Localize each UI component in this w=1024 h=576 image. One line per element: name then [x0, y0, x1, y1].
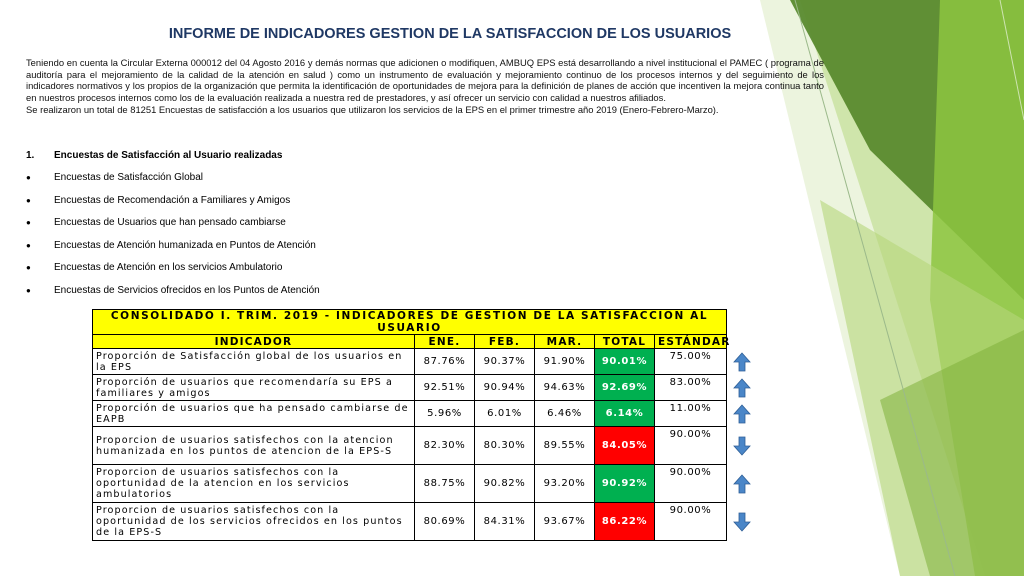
header-indicador: INDICADOR — [93, 335, 415, 349]
header-feb: FEB. — [475, 335, 535, 349]
value-mar: 93.67% — [535, 503, 595, 541]
value-ene: 80.69% — [415, 503, 475, 541]
indicator-name: Proporcion de usuarios satisfechos con la oportunidad de la atencion en los servicios ambulatorios — [93, 465, 415, 503]
list-item — [26, 195, 320, 218]
trend-arrow-icon — [727, 503, 757, 541]
value-total: 84.05% — [595, 427, 655, 465]
list-item-text: Encuestas de Usuarios que han pensado cambiarse — [54, 217, 286, 228]
value-estandar: 83.00% — [655, 375, 727, 401]
value-mar: 89.55% — [535, 427, 595, 465]
trend-arrow-icon — [727, 349, 757, 375]
value-ene: 92.51% — [415, 375, 475, 401]
bullet-icon: ● — [26, 173, 31, 182]
trend-arrow-icon — [727, 465, 757, 503]
table-row — [93, 375, 757, 401]
value-ene: 82.30% — [415, 427, 475, 465]
trend-arrow-icon — [727, 401, 757, 427]
value-estandar: 11.00% — [655, 401, 727, 427]
list-item-text: Encuestas de Atención en los servicios Ambulatorio — [54, 262, 283, 273]
survey-list — [26, 172, 320, 307]
list-item — [26, 262, 320, 285]
table-caption: CONSOLIDADO I. TRIM. 2019 - INDICADORES DE GESTION DE LA SATISFACCION AL USUARIO — [93, 310, 727, 335]
section-title: Encuestas de Satisfacción al Usuario realizadas — [54, 150, 283, 161]
value-mar: 6.46% — [535, 401, 595, 427]
indicators-table — [92, 309, 757, 541]
header-estandar: ESTÁNDAR — [655, 335, 727, 349]
table-row — [93, 349, 757, 375]
section-number: 1. — [26, 150, 35, 161]
page-title: INFORME DE INDICADORES GESTION DE LA SATISFACCION DE LOS USUARIOS — [168, 26, 732, 42]
bullet-icon: ● — [26, 218, 31, 227]
value-mar: 94.63% — [535, 375, 595, 401]
indicator-name: Proporción de usuarios que recomendaría su EPS a familiares y amigos — [93, 375, 415, 401]
table-header-row — [93, 335, 757, 349]
value-feb: 80.30% — [475, 427, 535, 465]
value-estandar: 90.00% — [655, 465, 727, 503]
section-heading — [26, 150, 282, 161]
list-item-text: Encuestas de Satisfacción Global — [54, 172, 203, 183]
value-total: 86.22% — [595, 503, 655, 541]
indicator-name: Proporción de usuarios que ha pensado cambiarse de EAPB — [93, 401, 415, 427]
header-mar: MAR. — [535, 335, 595, 349]
list-item — [26, 217, 320, 240]
value-total: 92.69% — [595, 375, 655, 401]
value-total: 90.92% — [595, 465, 655, 503]
value-ene: 5.96% — [415, 401, 475, 427]
value-mar: 91.90% — [535, 349, 595, 375]
table-row — [93, 427, 757, 465]
value-ene: 87.76% — [415, 349, 475, 375]
value-feb: 6.01% — [475, 401, 535, 427]
header-total: TOTAL — [595, 335, 655, 349]
value-feb: 90.94% — [475, 375, 535, 401]
value-total: 6.14% — [595, 401, 655, 427]
value-ene: 88.75% — [415, 465, 475, 503]
bullet-icon: ● — [26, 285, 31, 295]
table-row — [93, 503, 757, 541]
list-item — [26, 240, 320, 263]
list-item — [26, 172, 320, 195]
table-row — [93, 465, 757, 503]
value-estandar: 75.00% — [655, 349, 727, 375]
table-row — [93, 401, 757, 427]
value-feb: 84.31% — [475, 503, 535, 541]
indicator-name: Proporcion de usuarios satisfechos con la atencion humanizada en los puntos de atencion de la EPS-S — [93, 427, 415, 465]
value-feb: 90.82% — [475, 465, 535, 503]
intro-text — [26, 57, 824, 116]
value-feb: 90.37% — [475, 349, 535, 375]
value-estandar: 90.00% — [655, 427, 727, 465]
list-item — [26, 285, 320, 308]
trend-arrow-icon — [727, 427, 757, 465]
list-item-text: Encuestas de Servicios ofrecidos en los Puntos de Atención — [54, 284, 320, 296]
bullet-icon: ● — [26, 195, 31, 205]
list-item-text: Encuestas de Recomendación a Familiares y Amigos — [54, 194, 291, 206]
indicators-table-container — [92, 309, 756, 541]
value-estandar: 90.00% — [655, 503, 727, 541]
intro-paragraph-1: Teniendo en cuenta la Circular Externa 000012 del 04 Agosto 2016 y demás normas que adicionen o modifiquen, AMBUQ EPS está desarrollando a nivel institucional el PAMEC ( programa de auditoría para el mejoramiento de la calidad de la atención en salud ) como un instrumento de evaluación y mejoramiento continuo de los procesos internos y del seguimiento de los indicadores normativos y los propios de la organización que permita la identificación de oportunidades de mejora para la definición de planes de acción que incentiven la mejora continua tanto en nuestros procesos internos como los de la evaluación realizada a nuestra red de prestadores, y así ofrecer un servicio con calidad a nuestros afiliados. — [26, 57, 824, 104]
trend-arrow-icon — [727, 375, 757, 401]
value-total: 90.01% — [595, 349, 655, 375]
intro-paragraph-2: Se realizaron un total de 81251 Encuestas de satisfacción a los usuarios que utilizaron los servicios de la EPS en el primer trimestre año 2019 (Enero-Febrero-Marzo). — [26, 103, 719, 115]
value-mar: 93.20% — [535, 465, 595, 503]
indicator-name: Proporción de Satisfacción global de los usuarios en la EPS — [93, 349, 415, 375]
indicator-name: Proporcion de usuarios satisfechos con la oportunidad de los servicios ofrecidos en los puntos de la EPS-S — [93, 503, 415, 541]
bullet-icon: ● — [26, 263, 31, 272]
header-ene: ENE. — [415, 335, 475, 349]
bullet-icon: ● — [26, 240, 31, 250]
list-item-text: Encuestas de Atención humanizada en Puntos de Atención — [54, 239, 316, 251]
